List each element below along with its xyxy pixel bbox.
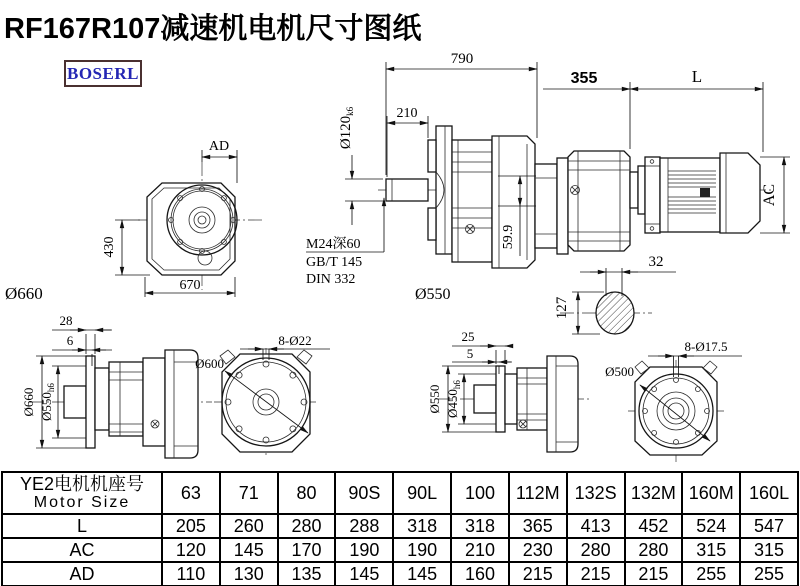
table-cell: 260 [220, 514, 278, 538]
svg-text:28: 28 [59, 313, 73, 328]
svg-text:670: 670 [179, 278, 201, 293]
svg-text:Ø550: Ø550 [427, 384, 442, 414]
table-cell: 120 [162, 538, 220, 562]
svg-text:L: L [691, 67, 703, 86]
svg-text:DIN 332: DIN 332 [306, 272, 356, 287]
brand-logo: BOSERL [64, 60, 142, 87]
table-cell: 365 [509, 514, 567, 538]
header-en: Motor Size [33, 494, 131, 511]
svg-text:59.9: 59.9 [501, 224, 516, 250]
table-cell: 255 [740, 562, 798, 586]
table-cell: 215 [625, 562, 683, 586]
header-cn: YE2电机机座号 [19, 474, 145, 494]
table-cell: 210 [451, 538, 509, 562]
table-cell: 145 [393, 562, 451, 586]
shaft-section-circle [596, 292, 634, 334]
svg-text:Ø660: Ø660 [21, 387, 36, 417]
dim-AC [760, 157, 790, 233]
col-header: 63 [162, 472, 220, 514]
dim-L [630, 67, 763, 152]
page-title: RF167R107减速机电机尺寸图纸 [4, 13, 422, 45]
table-cell: 280 [625, 538, 683, 562]
row-label: L [2, 514, 162, 538]
svg-text:32: 32 [648, 254, 664, 270]
motor [630, 153, 760, 233]
output-front-view [5, 139, 262, 303]
label-600: Ø600 [195, 356, 224, 371]
col-header: 112M [509, 472, 567, 514]
col-header: 90L [393, 472, 451, 514]
table-row-AC [2, 538, 798, 562]
dim-210 [387, 106, 428, 177]
svg-text:6: 6 [66, 333, 74, 348]
table-cell: 315 [740, 538, 798, 562]
svg-text:210: 210 [396, 106, 418, 121]
table-cell: 547 [740, 514, 798, 538]
svg-text:GB/T 145: GB/T 145 [306, 255, 363, 270]
table-cell: 280 [278, 514, 336, 538]
shaft-cross-section [554, 254, 676, 334]
table-cell: 215 [567, 562, 625, 586]
svg-text:M24深60: M24深60 [306, 237, 361, 252]
table-cell: 318 [393, 514, 451, 538]
gear-housing-2 [568, 151, 630, 251]
svg-text:8-Ø22: 8-Ø22 [278, 333, 312, 348]
adapter-housing [535, 158, 568, 254]
tapped-hole-note [306, 198, 384, 287]
table-cell: 413 [567, 514, 625, 538]
table-cell: 280 [567, 538, 625, 562]
row-label: AD [2, 562, 162, 586]
table-cell: 170 [278, 538, 336, 562]
svg-text:430: 430 [102, 236, 117, 258]
table-cell: 145 [220, 538, 278, 562]
svg-text:127: 127 [554, 296, 570, 320]
dim-32 [580, 254, 676, 272]
fan-cowl [720, 153, 760, 233]
label-500: Ø500 [605, 364, 634, 379]
col-header: 132M [625, 472, 683, 514]
svg-text:25: 25 [461, 329, 475, 344]
table-cell: 205 [162, 514, 220, 538]
dim-AD [202, 139, 237, 183]
main-side-view [306, 51, 790, 303]
col-header: 160L [740, 472, 798, 514]
table-cell: 230 [509, 538, 567, 562]
svg-text:5: 5 [466, 346, 474, 361]
motor-nameplate [700, 188, 710, 197]
col-header: 132S [567, 472, 625, 514]
svg-text:AD: AD [208, 139, 230, 154]
dim-shaft-diameter [338, 106, 383, 225]
dim-430 [102, 220, 150, 275]
svg-text:Ø120k6: $Ø120_{k6}$ [338, 106, 355, 150]
col-header: 90S [335, 472, 393, 514]
table-cell: 110 [162, 562, 220, 586]
flange-side-view-left [21, 313, 212, 458]
table-cell: 315 [682, 538, 740, 562]
dim-25 [452, 329, 512, 364]
col-header: 160M [682, 472, 740, 514]
dim-670 [145, 277, 235, 297]
table-row-AD [2, 562, 798, 586]
table-cell: 452 [625, 514, 683, 538]
dim-6 [52, 333, 112, 366]
table-cell: 215 [509, 562, 567, 586]
label-flange-550: Ø550 [415, 286, 451, 303]
svg-text:8-Ø17.5: 8-Ø17.5 [684, 339, 728, 354]
table-header-motor-size [2, 472, 162, 514]
col-header: 80 [278, 472, 336, 514]
gear-housing-1 [452, 140, 492, 262]
label-660: Ø660 [5, 284, 43, 303]
table-cell: 145 [335, 562, 393, 586]
svg-text:AC: AC [761, 183, 778, 207]
row-label: AC [2, 538, 162, 562]
table-cell: 130 [220, 562, 278, 586]
col-header: 100 [451, 472, 509, 514]
output-shaft [386, 179, 428, 201]
table-cell: 255 [682, 562, 740, 586]
table-cell: 190 [335, 538, 393, 562]
svg-text:Ø450h6: $Ø450_{h6}$ [445, 380, 462, 418]
dim-28 [52, 313, 112, 354]
svg-text:Ø550h6: $Ø550_{h6}$ [39, 383, 56, 421]
table-cell: 288 [335, 514, 393, 538]
svg-text:355: 355 [570, 70, 598, 87]
dim-355 [543, 70, 630, 149]
flange-side-view-right [427, 329, 590, 452]
table-cell: 318 [451, 514, 509, 538]
table-cell: 524 [682, 514, 740, 538]
motor-size-table [1, 471, 799, 586]
col-header: 71 [220, 472, 278, 514]
svg-text:790: 790 [450, 51, 474, 67]
table-cell: 160 [451, 562, 509, 586]
flange-front-view-left [195, 333, 330, 458]
table-header-row [2, 472, 798, 514]
flange-front-view-right [605, 339, 742, 462]
table-row-L [2, 514, 798, 538]
table-cell: 190 [393, 538, 451, 562]
table-cell: 135 [278, 562, 336, 586]
